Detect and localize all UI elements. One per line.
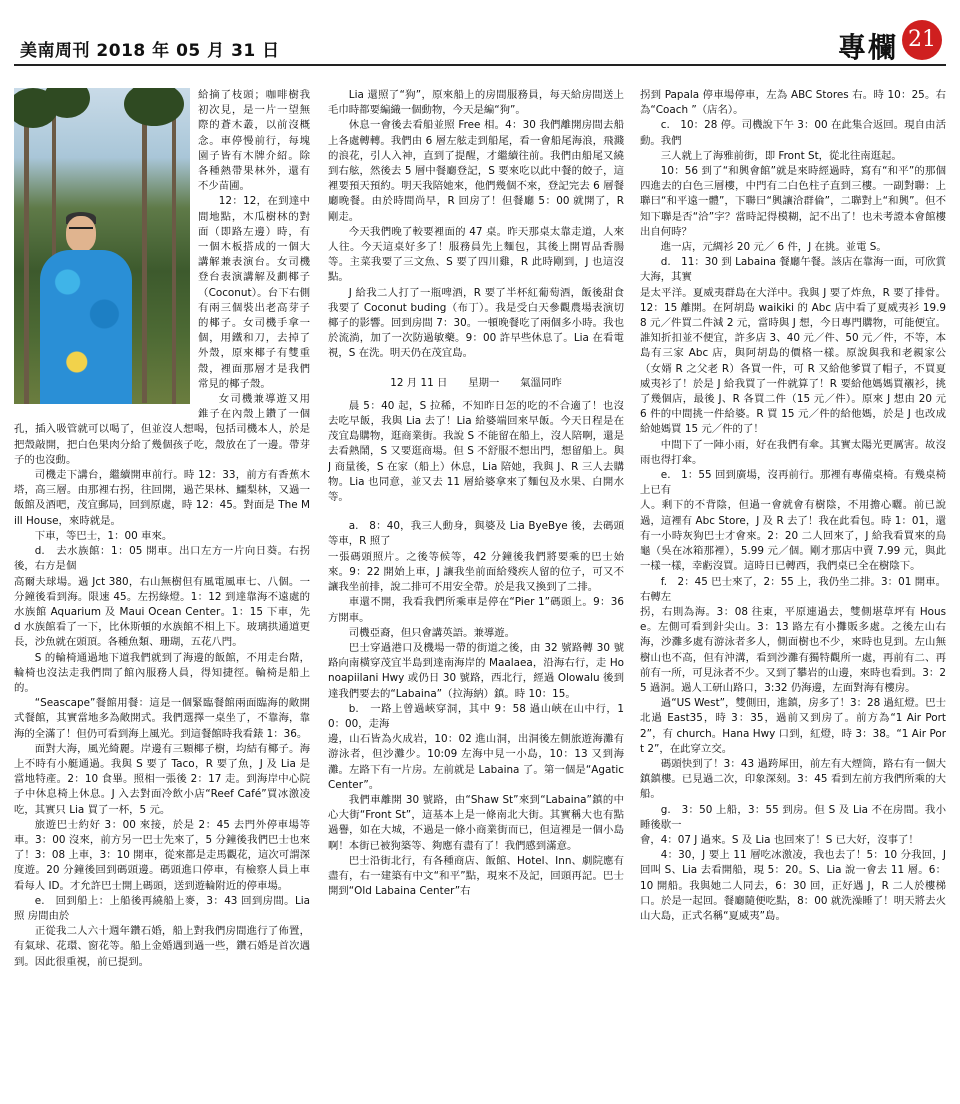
paragraph: 今天我們晚了較要裡面的 47 桌。昨天那桌太靠走道，人來人往。今天這桌好多了！服務員先上麵包，其後上開胃品香腸等。主菜我要了三文魚、S 要了四川雞，R 此時剛到，J 也這沒點。	[328, 225, 624, 284]
article-column-3	[640, 88, 946, 1100]
paragraph: f. 2：45 巴士來了，2：55 上，我仍坐二排。3：01 開車。右轉左	[640, 575, 946, 603]
paragraph: S 的輪椅通過地下道我們就到了海邊的飯館，不用走台階，輪椅也沒法走我們問了館內服務人員，得知捷徑。輪椅是船上的。	[14, 651, 310, 694]
paragraph: 女司機兼導遊又用錐子在內殼上鑽了一個孔，插入吸管就可以喝了，但並沒人想喝，包括司機本人，於是把殼敲開，把白色果肉分給了幾個孩子吃，殼放在了一邊。帶芽子的也沒動。	[14, 393, 310, 466]
article-column-1	[14, 88, 310, 1100]
paragraph: J 給我二人打了一瓶啤酒，R 要了半杯紅葡萄酒，飯後甜食我要了 Coconut buding（布丁）。我是受白天參觀農場表演切椰子的影響。回到房間 7：30。一頓晚餐吃了兩個多小時。我也於流淌，加了一次防過敏藥。9：00 許早些休息了。Lia 在看電視，S 在洗。明天仍在茂宜島。	[328, 286, 624, 360]
section-title: 專欄	[837, 31, 898, 64]
paragraph: 一張碼頭照片。之後等候等，42 分鐘後我們將要乘的巴士始來。9：22 開始上車，J 讓我坐前面給殘疾人留的位子，可又不讓我坐前排，說二排可不用安全帶。於是我又換到了二排。	[328, 550, 624, 594]
paragraph: 拐到 Papala 停車場停車，左為 ABC Stores 右。時 10：25。右為“Coach ”（店名）。	[640, 89, 946, 117]
paragraph: 12：12，在到達中間地點，木瓜樹林的對面（即路左邊）時，有一個木板搭成的一個大講解兼表演台。女司機登台表演講解及劃椰子（Coconut）。台下右側有兩三個裝出老高芽子的椰子。女司機手拿一個，用鐵和刀，去掉了外殼，原來椰子有雙重殼，裡面那層才是我們常見的椰子殼。	[198, 195, 310, 390]
paragraph: Lia 還照了“狗”，原來船上的房間服務員，每天給房間送上毛巾時都要編織一個動物，今天是編“狗”。	[328, 89, 624, 117]
paragraph: 給摘了枝頭；咖啡樹我初次見，是一片一望無際的蒼木叢，以前沒概念。車停慢前行，每塊園子皆有木牌介紹。除各種熱帶果林外，還有不少苗圃。	[198, 89, 310, 193]
paragraph: 10：56 到了“和興會館”就是來時經過時，寫有“和平”的那個四進去的白色三層樓，中門有二白色柱子直到三樓。一副對聯：上聯曰“和平遠一體”，下聯曰“興讓洽群倫”，二聯對上“和興”。但不知下聯是否“洽”字？當時記得模糊，記不出了！也未考證本會館樓出自何時？	[640, 165, 946, 238]
paragraph: e. 回到船上：上船後再繞船上麥，3：43 回到房間。Lia 照 房間由於	[14, 894, 310, 922]
tree-trunk	[142, 103, 147, 403]
paragraph: “Seascape”餐館用餐：這是一個緊臨餐館兩面臨海的敞開式餐館，其實當地多為敞開式。我們選擇一桌坐了，不靠海，靠海的全滿了！但仍可看到海上風光。到這餐館時我看錶 1：36。	[14, 697, 310, 740]
paragraph: 拐，右則為海。3：08 往東，平原連過去，雙側堪草坪有 House。左側可看到針尖山。3：13 路左有小攤販多處。之後左山右海，沙灘多處有游泳者多人，側面樹也不少，來時也見到。左山無樹山也不高，但有沖溝，看到沙灘有獨特觀所一處，再前有二、再前有一所，可見泳者不少。又到了攀岩的山邊，來時也看到。3：25 過洞。過人工研山路口，3:32 仍海邊，左面對海有樓房。	[640, 605, 946, 694]
paragraph: c. 10：28 停。司機說下午 3：00 在此集合返回。現自由活動。我們	[640, 119, 946, 147]
page-header	[0, 0, 960, 62]
paragraph: 下車，等巴士，1：00 車來。	[34, 529, 173, 542]
paragraph: 我們車離開 30 號路，由“Shaw St”來到“Labaina”鎮的中心大街“Front St”，這基本上是一條南北大街。其實稱大也有點過譽，如在大城，不過是一條小商業街而已，但這裡是一個小島啊！本街已被狗築等、夠應有盡有了！我們感到滿意。	[328, 793, 624, 852]
article-column-2	[328, 88, 624, 1100]
date-heading: 12 月 11 日 星期一 氣溫同昨	[390, 376, 562, 389]
paragraph: 進一店，元綢衫 20 元／ 6 件，J 在挑。並電 S。	[660, 241, 887, 254]
paragraph: 司機亞裔，但只會講英語。兼導遊。	[348, 626, 516, 639]
paragraph: 碼頭快到了！3：43 過跨犀田，前左有大煙筒，路右有一個大鎮鎮樓。已見過二次，印象深刻。3：45 看到左前方我們所乘的大船。	[640, 757, 946, 801]
masthead: 美南周刊 2018 年 05 月 31 日	[20, 41, 280, 61]
tree-trunk	[172, 113, 176, 404]
paragraph: b. 一路上曾過峽穿洞，其中 9：58 過山峽在山中行，10：00，走海	[328, 702, 624, 730]
paragraph: 4：30，J 要上 11 層吃冰激凌，我也去了！5：10 分我回，J 回叫 S、Lia 去看開船，現 5：20。S、Lia 說一會去 11 層。6：10 開船。我與她二人同去，6：30 回，正好遇 J，R 二人於樓梯口。於是一起回。餐廳隨便吃點，8：00 就洗澡睡了！明天將去火山大島，正式名稱“夏威夷”島。	[640, 849, 946, 922]
paragraph: 正從我二人六十週年鑽石婚，船上對我們房間進行了佈置，有氣球、花環、窗花等。船上金婚遇到過一些，鑽石婚是首次遇到。因此很重視，前已提到。	[14, 925, 310, 968]
paragraph: a. 8：40，我三人動身，與婆及 Lia ByeBye 後，去碼頭等車，R 照了	[328, 520, 624, 548]
glasses-icon	[69, 227, 93, 234]
header-rule	[14, 64, 946, 66]
person-face	[66, 216, 96, 252]
paragraph: 司機走下講台，繼續開車前行。時 12：33，前方有香蕉木塔，高三層。由那裡右拐，往回開，過芒果林、鱷梨林，又過一飯館及酒吧，茂宜郵局，回到原處，時 12：45。對面是 The Mill House，來時就是。	[14, 469, 310, 527]
paragraph: 高爾夫球場。過 Jct 380，右山無樹但有風電風車七、八個。一分鐘後看到海。限速 45。左拐綠燈。1：12 到達靠海不遠處的水族館 Aquarium 及 Maui Ocean Center。1：15 下車，先 d 水族館看了一下，比休斯頓的水族館不相上下。玻璃拱通道更長，沙魚就在頭頂。各種魚類、珊瑚，五花八門。	[14, 575, 310, 649]
paragraph: 是太平洋。夏威夷群島在大洋中。我與 J 要了炸魚，R 要了排骨。12：15 離開。在阿胡島 waikiki 的 Abc 店中看了夏威夷衫 19.98 元／件買二件減 2 元，當時與 J 想，今日專門購物，可能便宜。誰知折扣並不便宜，許多店 3、40 元／件、50 元／件，不等，本島有三家 Abc 店，與阿胡島的價格一樣。原說與我和老親家公（女婿 R 之父老 R）各買一件，可 R 又給他爹買了帽子，不買夏威夷衫了！於是 J 給我買了一件就算了！R 要給他媽媽買襯衫，挑了幾個店，最後 J、R 各買二件（15 元／件）。原來 J 想由 20 元 6 件的中間挑一件給婆。R 買 15 元／件的給他媽，於是 J 也改成給她媽買 15 元／件的了！	[640, 286, 946, 436]
paragraph: 晨 5：40 起，S 拉稀，不知昨日怎的吃的不合適了！也沒去吃早飯，我與 Lia 去了！Lia 給婆端回來早飯。今天日程是在茂宜島購物，逛商業街。我說 S 不能留在船上，沒人陪啊，還是去看熱鬧，S 又要逛商場。但 S 不舒服不想出門，想留船上。與 J 商量後，S 在家（船上）休息，Lia 陪她，我與 J、R 三人去購物。Lia 也同意，並又去 11 層給婆拿來了麵包及水果、白開水等。	[328, 399, 624, 504]
author-photo	[14, 88, 190, 404]
paragraph: 旅遊巴士約好 3：00 來接，於是 2：45 去門外停車場等車。3：00 沒來，前方另一巴士先來了，5 分鐘後我們巴士也來了！3：08 上車，3：10 開車，從來都是走馬觀花，這次可謂深度遊。20 分鐘後回到碼頭邊。碼頭進口停車，有檢察人員上車看每人 ID。才允許巴士開上碼頭，送到遊輪附近的停車場。	[14, 818, 310, 892]
paragraph: 巴士穿過港口及機場一帶的街道之後，由 32 號路轉 30 號路向南橫穿茂宜半島到達南海岸的 Maalaea，沿海右行，走 Honoapiilani Hwy 或仍日 30 號路，西北行，經過 Olowalu 後到達我們要去的“Labaina”（拉海納）鎮。時 10：15。	[328, 641, 624, 700]
paragraph: d. 11：30 到 Labaina 餐廳午餐。該店在靠海一面，可欣賞大海，其實	[640, 256, 946, 284]
tree-trunk	[24, 108, 29, 404]
paragraph: 休息一會後去看船並照 Free 相。4：30 我們離開房間去船上各處轉轉。我們由 6 層左舷走到船尾，看一會船尾海浪，飛濺的浪花，引人入神，直到了提醒，才繼續往前。我們由船尾又繞到右舷，然後去 5 層中餐廳登記，S 要來吃以此中餐的餃子，這裡要預天預約。明天我陪她來，他們幾個不來，登記完去 6 層餐廳晚餐。由於時間尚早，R 回房了！但餐廳 5：00 就開了，R 剛走。	[328, 119, 624, 223]
paragraph: 邊，山石皆為火成岩，10：02 進山洞，出洞後左側旅遊海灘有游泳者，但沙灘少。10:09 左海中見一小島，10：13 又到海灘。左路下有一片房。左前就是 Labaina 了。第一個是“Agatic Center”。	[328, 733, 624, 791]
paragraph: 中間下了一陣小雨，好在我們有傘。其實太陽光更厲害。故沒雨也得打傘。	[640, 438, 946, 466]
paragraph: 巴士沿街北行，有各種商店、飯館、Hotel、Inn、劇院應有盡有，右一建築有中文“和平”點，現來不及記，回頭再記。巴士開到“Old Labaina Center”右	[328, 854, 624, 898]
paragraph: d. 去水族館：1：05 開車。出口左方一片向日葵。右拐後，右方是個	[14, 545, 310, 573]
paragraph: 過“US West”，雙側田，進鎮，房多了！3：28 過紅燈。巴士北過 East35，時 3：35，過前又到房了。前方為“1 Air Port 2”，有 church。Hana Hwy 口到，紅燈，時 3：38。“1 Air Port 2”，在此穿立交。	[640, 697, 946, 755]
paragraph: 會，4：07 J 過來。S 及 Lia 也回來了！S 已大好，沒事了！	[640, 833, 919, 846]
paragraph: 三人就上了海雅前街，即 Front St，從北往南逛起。	[660, 149, 902, 162]
paragraph: g. 3：50 上船，3：55 到房。但 S 及 Lia 不在房間。我小睡後歇一	[640, 803, 946, 831]
paragraph: 車還不開，我看我們所乘車是停在“Pier 1”碼頭上。9：36 方開車。	[328, 596, 624, 624]
paragraph: 人。剩下的不背陰，但過一會就會有樹陰，不用擔心曬。前已說過，這裡有 Abc Store，J 及 R 去了！我在此看包。時 1：01，還有一小時灰狗巴士才會來。2：20 二人回來了，J 給我看買來的鳥龜（吳在冰箱那裡），5.99 元／個。剛才那店中賣 7.99 元，與此一樣一樣，幸虧沒買。這時日已轉西，我們桌已全在樹陰下。	[640, 499, 946, 573]
aloha-shirt	[40, 250, 132, 404]
paragraph: 面對大海，風光綺麗。岸邊有三顆椰子樹，均結有椰子。海上不時有小艇通過。我與 S 要了 Taco，R 要了魚，J 及 Lia 是當地特產。2：10 食畢。照相一張後 2：17 走。到海岸中心院子中休息椅上休息。J 入去對面冷飲小店“Reef Café”買冰激凌吃，其實只 Lia 買了一杯，5 元。	[14, 742, 310, 816]
paragraph: e. 1：55 回到廣場，沒再前行。那裡有專備桌椅。有幾桌椅上已有	[640, 469, 946, 497]
page-number-badge: 21	[902, 20, 942, 60]
